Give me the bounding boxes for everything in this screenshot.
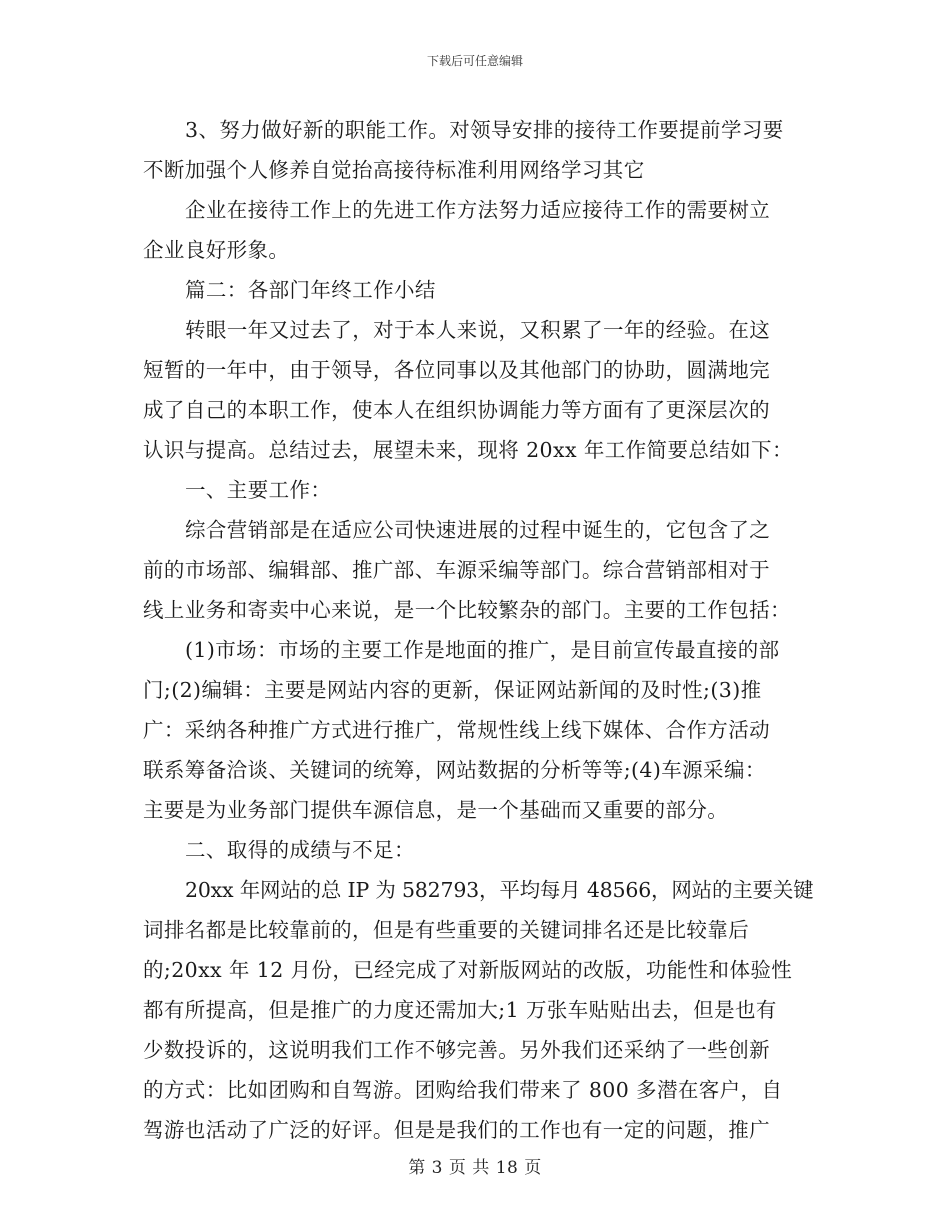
- text-line: 主要是为业务部门提供车源信息，是一个基础而又重要的部分。: [143, 798, 729, 822]
- text-line: 的方式：比如团购和自驾游。团购给我们带来了 800 多潜在客户，自: [143, 1078, 783, 1102]
- text-line: 线上业务和寄卖中心来说，是一个比较繁杂的部门。主要的工作包括：: [143, 598, 791, 622]
- text-line: 一、主要工作：: [185, 478, 332, 502]
- text-line: 20xx 年网站的总 IP 为 582793，平均每月 48566，网站的主要关键: [185, 878, 814, 902]
- text-line: 的;20xx 年 12 月份，已经完成了对新版网站的改版，功能性和体验性: [143, 958, 793, 982]
- page-number-footer: 第 3 页 共 18 页: [408, 1158, 542, 1178]
- text-line: 不断加强个人修养自觉抬高接待标准利用网络学习其它: [143, 158, 645, 182]
- text-line: 前的市场部、编辑部、推广部、车源采编等部门。综合营销部相对于: [143, 558, 770, 582]
- text-line: 综合营销部是在适应公司快速进展的过程中诞生的，它包含了之: [185, 518, 771, 542]
- text-line: 3、努力做好新的职能工作。对领导安排的接待工作要提前学习要: [185, 118, 784, 142]
- text-line: 成了自己的本职工作，使本人在组织协调能力等方面有了更深层次的: [143, 398, 770, 422]
- text-line: 驾游也活动了广泛的好评。但是是我们的工作也有一定的问题，推广: [143, 1118, 770, 1142]
- text-line: 短暂的一年中，由于领导，各位同事以及其他部门的协助，圆满地完: [143, 358, 770, 382]
- text-line: 联系筹备洽谈、关键词的统筹，网站数据的分析等等;(4)车源采编：: [143, 758, 766, 782]
- text-line: 门;(2)编辑：主要是网站内容的更新，保证网站新闻的及时性;(3)推: [143, 678, 762, 702]
- page-header: 下载后可任意编辑: [426, 54, 523, 68]
- text-line: (1)市场：市场的主要工作是地面的推广，是目前宣传最直接的部: [185, 638, 780, 662]
- text-line: 转眼一年又过去了，对于本人来说，又积累了一年的经验。在这: [185, 318, 771, 342]
- text-line: 篇二：各部门年终工作小结: [185, 278, 436, 302]
- text-line: 企业良好形象。: [143, 238, 290, 262]
- text-line: 企业在接待工作上的先进工作方法努力适应接待工作的需要树立: [185, 198, 771, 222]
- text-line: 词排名都是比较靠前的，但是有些重要的关键词排名还是比较靠后: [143, 918, 750, 942]
- text-line: 认识与提高。总结过去，展望未来，现将 20xx 年工作简要总结如下：: [143, 438, 793, 462]
- text-line: 广：采纳各种推广方式进行推广，常规性线上线下媒体、合作方活动: [143, 718, 770, 742]
- document-body: [143, 110, 813, 1150]
- text-line: 都有所提高，但是推广的力度还需加大;1 万张车贴贴出去，但是也有: [143, 998, 777, 1022]
- text-line: 二、取得的成绩与不足：: [185, 838, 415, 862]
- text-line: 少数投诉的，这说明我们工作不够完善。另外我们还采纳了一些创新: [143, 1038, 770, 1062]
